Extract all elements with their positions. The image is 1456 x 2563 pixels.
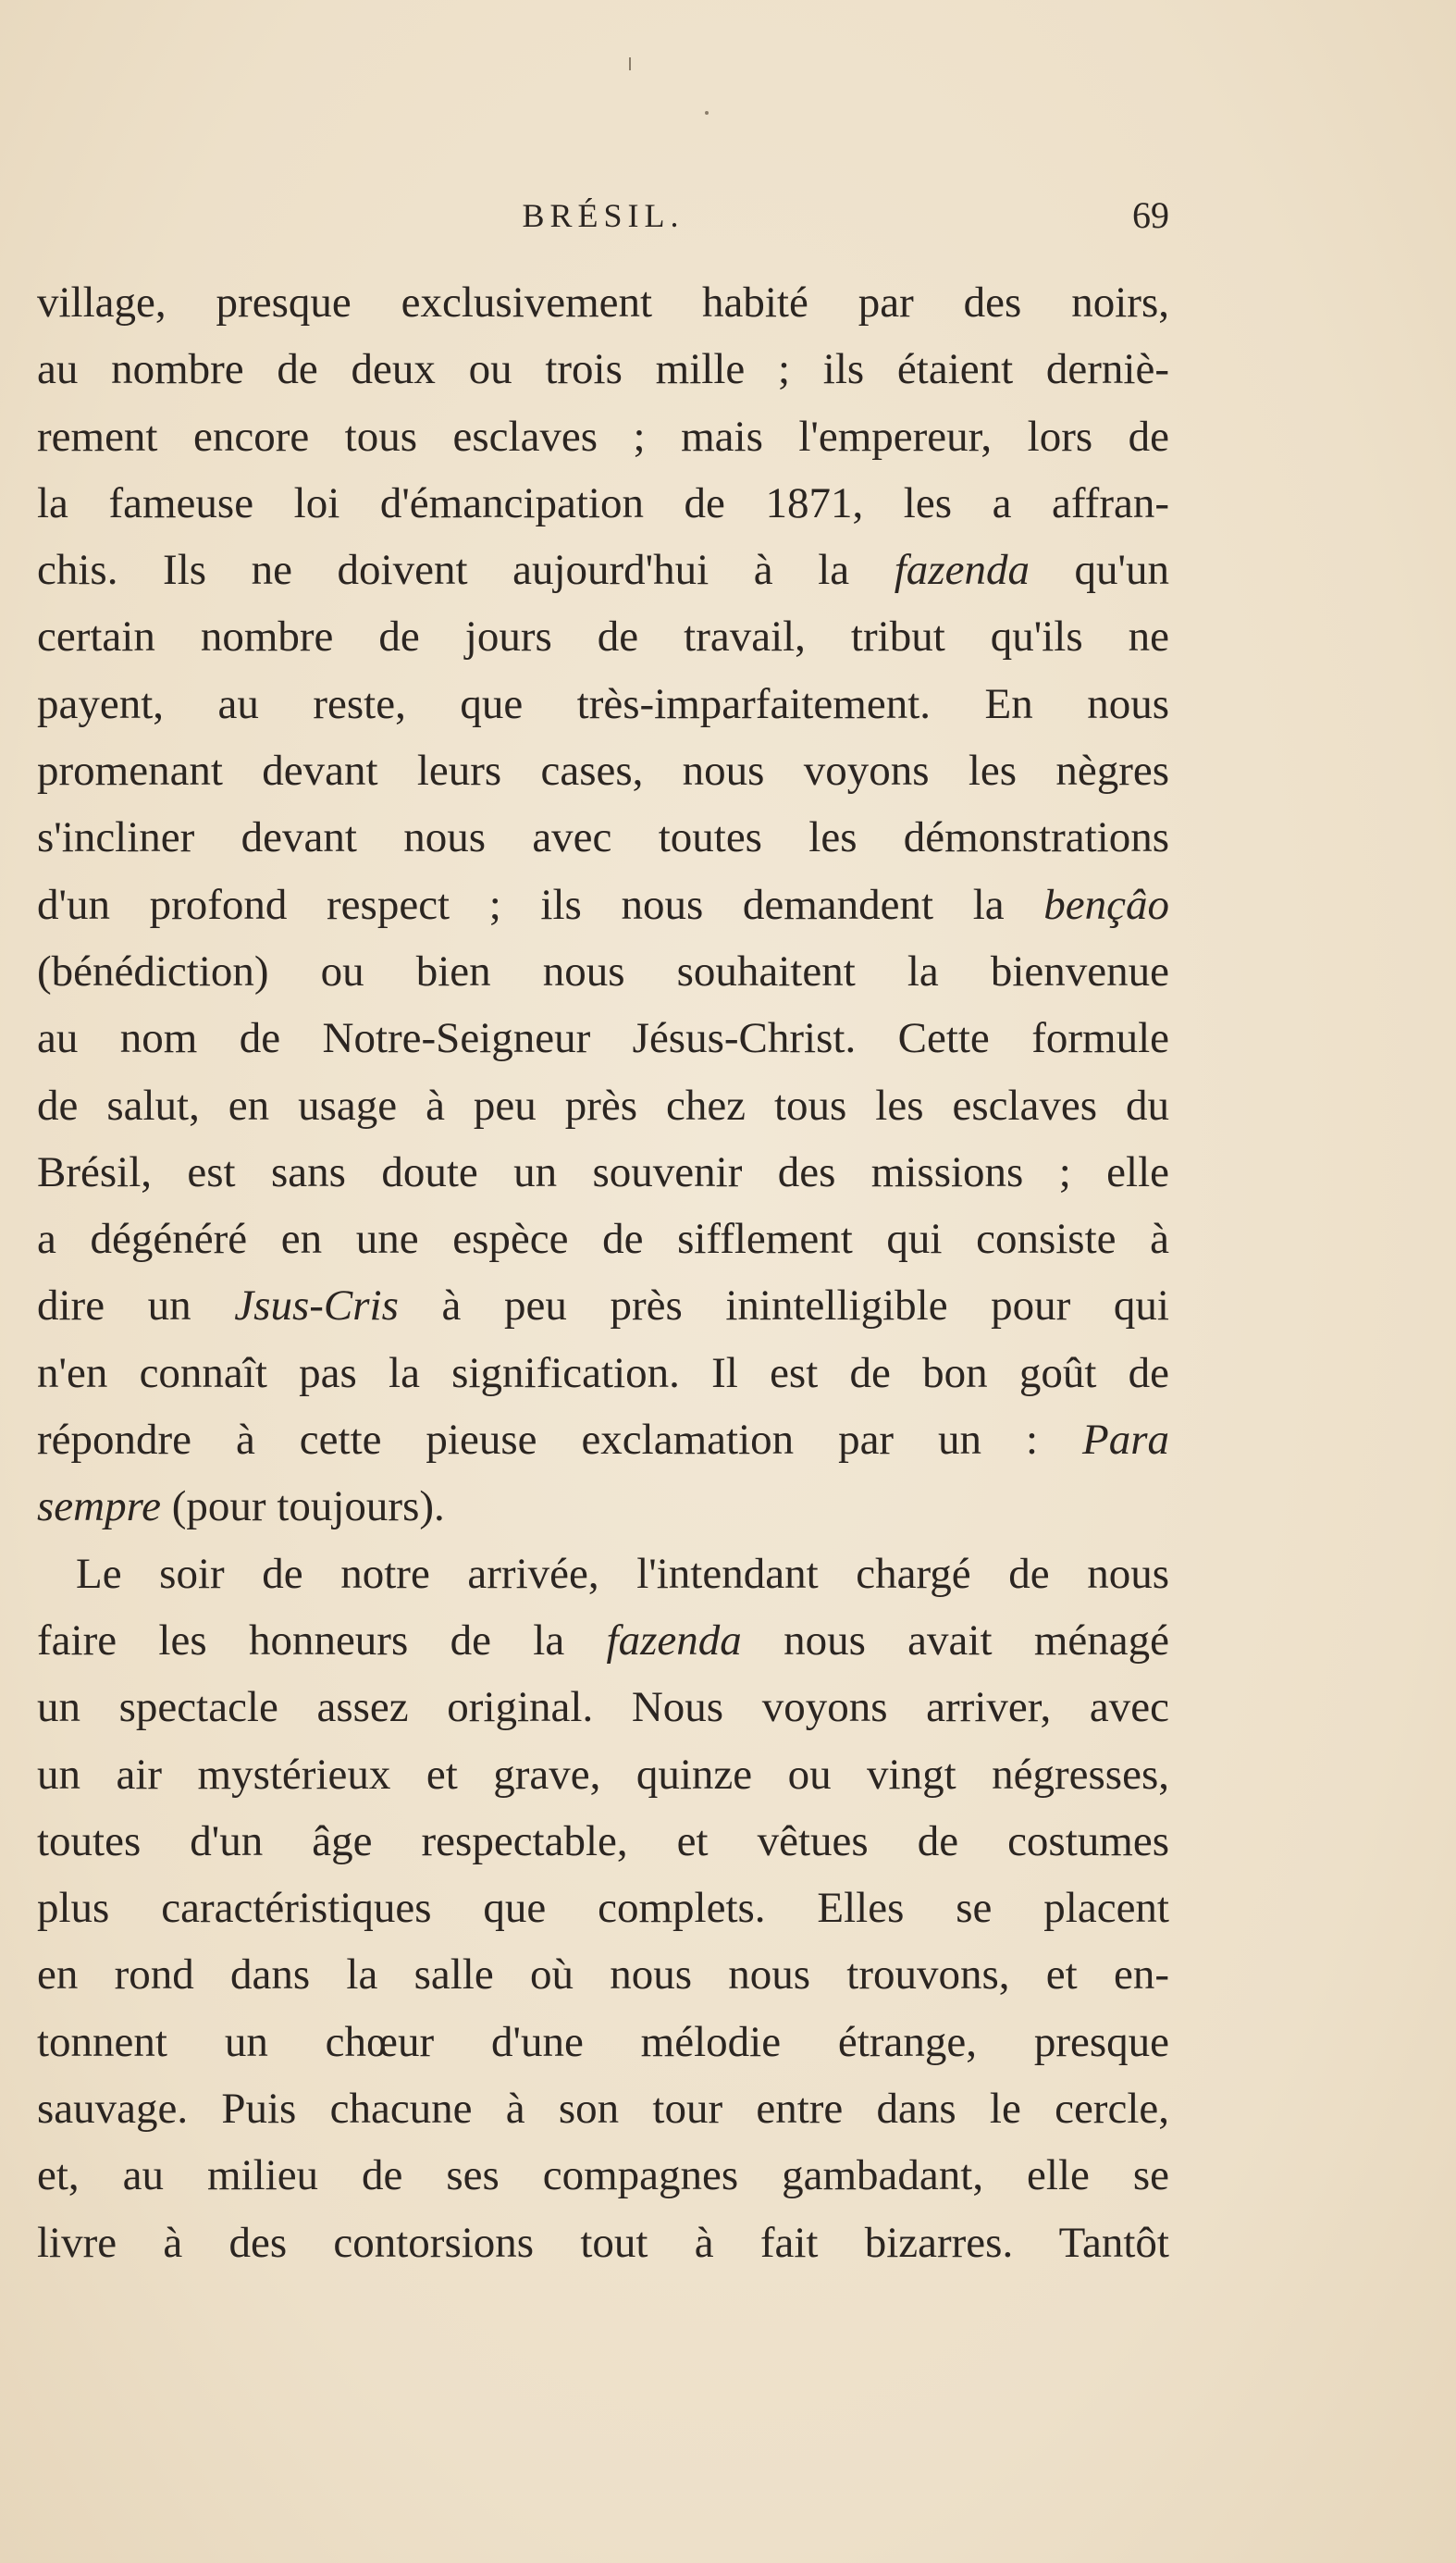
italic-term: bençâo (1043, 880, 1169, 929)
running-head (37, 190, 1169, 241)
text-segment: un air mystérieux et grave, quinze ou vingt négresses, (37, 1750, 1169, 1799)
text-segment: toutes d'un âge respectable, et vêtues de costumes (37, 1816, 1169, 1865)
text-line (37, 1072, 1169, 1139)
text-segment: dire un (37, 1282, 235, 1331)
text-segment: faire les honneurs de la (37, 1616, 607, 1665)
italic-term: Jsus-Cris (234, 1282, 399, 1331)
text-line (37, 403, 1169, 470)
text-segment: chis. Ils ne doivent aujourd'hui à la (37, 546, 895, 595)
text-segment: payent, au reste, que très-imparfaitement. En nous (37, 679, 1169, 728)
text-segment: (pour toujours). (161, 1482, 445, 1531)
text-segment: sauvage. Puis chacune à son tour entre dans le cercle, (37, 2085, 1169, 2134)
text-segment: promenant devant leurs cases, nous voyons les nègres (37, 747, 1169, 796)
text-line (37, 671, 1169, 737)
text-line (37, 938, 1169, 1005)
text-segment: à peu près inintelligible pour qui (398, 1282, 1169, 1331)
text-line (37, 2210, 1169, 2276)
text-line (37, 1607, 1169, 1674)
text-segment: n'en connaît pas la signification. Il est de bon goût de (37, 1348, 1169, 1397)
text-line (37, 1941, 1169, 2008)
text-segment: de salut, en usage à peu près chez tous les esclaves du (37, 1081, 1169, 1130)
text-segment: a dégénéré en une espèce de sifflement qui consiste à (37, 1215, 1169, 1264)
body-text (37, 269, 1169, 2276)
text-segment: plus caractéristiques que complets. Elles se placent (37, 1884, 1169, 1933)
text-line (37, 804, 1169, 871)
text-segment: répondre à cette pieuse exclamation par un : (37, 1416, 1082, 1465)
text-segment: la fameuse loi d'émancipation de 1871, les a affran- (37, 478, 1169, 527)
text-line (37, 2142, 1169, 2209)
running-head-title: BRÉSIL. (522, 197, 685, 234)
italic-term: fazenda (894, 546, 1030, 595)
text-segment: Brésil, est sans doute un souvenir des missions ; elle (37, 1147, 1169, 1196)
text-line (37, 872, 1169, 938)
text-segment: rement encore tous esclaves ; mais l'empereur, lors de (37, 412, 1169, 461)
text-segment: livre à des contorsions tout à fait bizarres. Tantôt (37, 2218, 1169, 2267)
text-line (37, 1875, 1169, 1941)
page-number: 69 (1132, 194, 1169, 236)
text-line (37, 2075, 1169, 2142)
text-line (37, 1741, 1169, 1808)
text-segment: Le soir de notre arrivée, l'intendant chargé de nous (76, 1549, 1169, 1598)
text-line (37, 737, 1169, 804)
text-line (37, 1005, 1169, 1071)
text-line (37, 1206, 1169, 1272)
italic-term: Para (1082, 1416, 1169, 1465)
text-segment: s'incliner devant nous avec toutes les démonstrations (37, 813, 1169, 862)
text-line (37, 1406, 1169, 1473)
text-line (37, 1272, 1169, 1339)
text-line (37, 2009, 1169, 2075)
text-line (37, 470, 1169, 537)
text-line (37, 603, 1169, 670)
text-segment: un spectacle assez original. Nous voyons arriver, avec (37, 1683, 1169, 1732)
text-line (37, 1473, 1169, 1540)
text-segment: village, presque exclusivement habité par des noirs, (37, 279, 1169, 327)
italic-term: sempre (37, 1482, 162, 1531)
text-segment: au nom de Notre-Seigneur Jésus-Christ. Cette formule (37, 1014, 1169, 1063)
ink-speck (705, 111, 709, 115)
text-line (37, 1808, 1169, 1875)
text-line (37, 537, 1169, 603)
text-segment: (bénédiction) ou bien nous souhaitent la bienvenue (37, 947, 1169, 996)
text-line (37, 1674, 1169, 1740)
text-segment: nous avait ménagé (741, 1616, 1169, 1665)
text-line (37, 336, 1169, 402)
italic-term: fazenda (606, 1616, 742, 1665)
text-segment: et, au milieu de ses compagnes gambadant, elle se (37, 2151, 1169, 2200)
text-segment: d'un profond respect ; ils nous demandent la (37, 880, 1044, 929)
text-segment: certain nombre de jours de travail, tribut qu'ils ne (37, 613, 1169, 662)
text-segment: qu'un (1029, 546, 1169, 595)
text-line (37, 1139, 1169, 1206)
text-segment: au nombre de deux ou trois mille ; ils étaient derniè- (37, 345, 1169, 394)
ink-speck (629, 57, 631, 70)
text-line (37, 1340, 1169, 1406)
text-segment: en rond dans la salle où nous nous trouvons, et en- (37, 1950, 1169, 2000)
text-line (37, 1541, 1169, 1607)
text-segment: tonnent un chœur d'une mélodie étrange, presque (37, 2017, 1169, 2066)
text-line (37, 269, 1169, 336)
